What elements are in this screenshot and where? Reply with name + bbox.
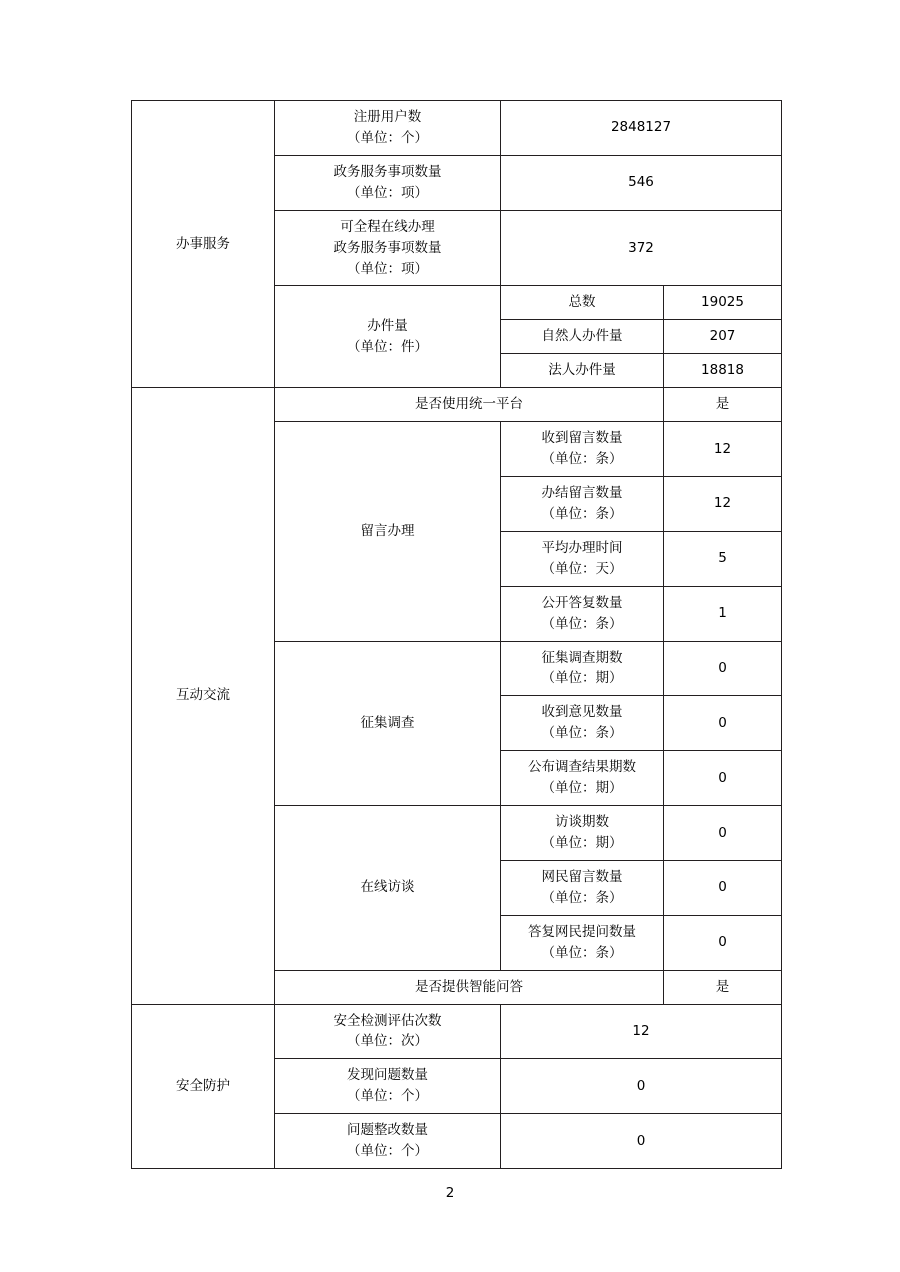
subitem-cell bbox=[501, 696, 664, 751]
subitem-unit: （单位：期） bbox=[541, 834, 623, 851]
value-cell: 0 bbox=[501, 1114, 782, 1169]
item-cell bbox=[275, 422, 501, 641]
item-cell bbox=[275, 101, 501, 156]
subitem-label: 访谈期数 bbox=[555, 814, 609, 831]
table-row bbox=[132, 388, 782, 422]
subitem-label: 公布调查结果期数 bbox=[528, 759, 636, 776]
subitem-label: 总数 bbox=[568, 294, 596, 311]
item-label-cont: 政务服务事项数量 bbox=[333, 239, 442, 256]
subitem-label: 办结留言数量 bbox=[541, 484, 623, 501]
item-cell bbox=[275, 155, 501, 210]
subitem-unit: （单位：条） bbox=[541, 725, 623, 742]
item-cell bbox=[275, 1114, 501, 1169]
subitem-cell bbox=[501, 286, 664, 320]
value-cell: 18818 bbox=[664, 354, 782, 388]
value-cell: 546 bbox=[501, 155, 782, 210]
value-cell: 1 bbox=[664, 586, 782, 641]
subitem-unit: （单位：条） bbox=[541, 451, 623, 468]
subitem-cell bbox=[501, 320, 664, 354]
value-cell: 372 bbox=[501, 210, 782, 286]
subitem-label: 平均办理时间 bbox=[541, 539, 623, 556]
government-website-statistics-table bbox=[131, 100, 782, 1169]
item-cell bbox=[275, 388, 664, 422]
subitem-unit: （单位：条） bbox=[541, 944, 623, 961]
subitem-label: 收到意见数量 bbox=[541, 704, 623, 721]
page-number: 2 bbox=[445, 1185, 455, 1201]
category-cell-hudong: 互动交流 bbox=[132, 388, 275, 1004]
table-row bbox=[132, 101, 782, 156]
subitem-unit: （单位：天） bbox=[541, 560, 623, 577]
item-label: 问题整改数量 bbox=[347, 1122, 428, 1139]
subitem-unit: （单位：期） bbox=[541, 780, 623, 797]
value-cell: 5 bbox=[664, 531, 782, 586]
subitem-label: 法人办件量 bbox=[548, 362, 616, 379]
subitem-cell bbox=[501, 806, 664, 861]
item-label: 征集调查 bbox=[360, 714, 415, 731]
value-cell: 0 bbox=[664, 860, 782, 915]
subitem-cell bbox=[501, 531, 664, 586]
value-cell: 207 bbox=[664, 320, 782, 354]
subitem-cell bbox=[501, 751, 664, 806]
subitem-label: 答复网民提问数量 bbox=[528, 923, 636, 940]
item-label: 政务服务事项数量 bbox=[333, 163, 442, 180]
subitem-cell bbox=[501, 586, 664, 641]
item-unit: （单位：个） bbox=[347, 129, 428, 146]
item-label: 注册用户数 bbox=[353, 109, 422, 125]
subitem-label: 收到留言数量 bbox=[541, 430, 623, 447]
item-cell bbox=[275, 286, 501, 388]
item-label: 发现问题数量 bbox=[347, 1067, 428, 1084]
value-cell: 12 bbox=[664, 422, 782, 477]
category-cell-banshi: 办事服务 bbox=[132, 101, 275, 388]
item-cell bbox=[275, 806, 501, 971]
subitem-label: 自然人办件量 bbox=[541, 328, 623, 345]
subitem-unit: （单位：期） bbox=[541, 670, 623, 687]
subitem-label: 公开答复数量 bbox=[541, 594, 623, 611]
subitem-label: 征集调查期数 bbox=[541, 649, 623, 666]
subitem-unit: （单位：条） bbox=[541, 889, 623, 906]
item-unit: （单位：项） bbox=[347, 260, 428, 277]
subitem-cell bbox=[501, 641, 664, 696]
subitem-unit: （单位：条） bbox=[541, 615, 623, 632]
item-label: 安全检测评估次数 bbox=[333, 1012, 442, 1029]
value-cell: 0 bbox=[501, 1059, 782, 1114]
subitem-cell bbox=[501, 915, 664, 970]
item-unit: （单位：次） bbox=[347, 1033, 428, 1050]
value-cell: 0 bbox=[664, 641, 782, 696]
value-cell: 0 bbox=[664, 696, 782, 751]
item-label: 在线访谈 bbox=[360, 879, 415, 896]
subitem-cell bbox=[501, 354, 664, 388]
item-cell bbox=[275, 210, 501, 286]
item-label: 可全程在线办理 bbox=[340, 218, 435, 235]
subitem-cell bbox=[501, 860, 664, 915]
item-label: 是否使用统一平台 bbox=[415, 396, 523, 413]
table-row bbox=[132, 1004, 782, 1059]
item-unit: （单位：项） bbox=[347, 184, 428, 201]
subitem-cell bbox=[501, 422, 664, 477]
item-cell bbox=[275, 1059, 501, 1114]
category-cell-anquan: 安全防护 bbox=[132, 1004, 275, 1169]
subitem-unit: （单位：条） bbox=[541, 505, 623, 522]
value-cell: 12 bbox=[664, 476, 782, 531]
item-unit: （单位：件） bbox=[347, 338, 428, 355]
item-unit: （单位：个） bbox=[347, 1143, 428, 1160]
value-cell: 2848127 bbox=[501, 101, 782, 156]
value-cell: 19025 bbox=[664, 286, 782, 320]
item-cell bbox=[275, 1004, 501, 1059]
item-cell bbox=[275, 970, 664, 1004]
value-cell: 12 bbox=[501, 1004, 782, 1059]
item-label: 是否提供智能问答 bbox=[415, 978, 523, 995]
value-cell: 0 bbox=[664, 915, 782, 970]
item-label: 留言办理 bbox=[360, 522, 415, 539]
value-cell: 0 bbox=[664, 806, 782, 861]
item-unit: （单位：个） bbox=[347, 1088, 428, 1105]
value-cell: 是 bbox=[664, 388, 782, 422]
item-label: 办件量 bbox=[367, 317, 408, 334]
value-cell: 0 bbox=[664, 751, 782, 806]
item-cell bbox=[275, 641, 501, 806]
subitem-cell bbox=[501, 476, 664, 531]
subitem-label: 网民留言数量 bbox=[541, 868, 623, 885]
value-cell: 是 bbox=[664, 970, 782, 1004]
